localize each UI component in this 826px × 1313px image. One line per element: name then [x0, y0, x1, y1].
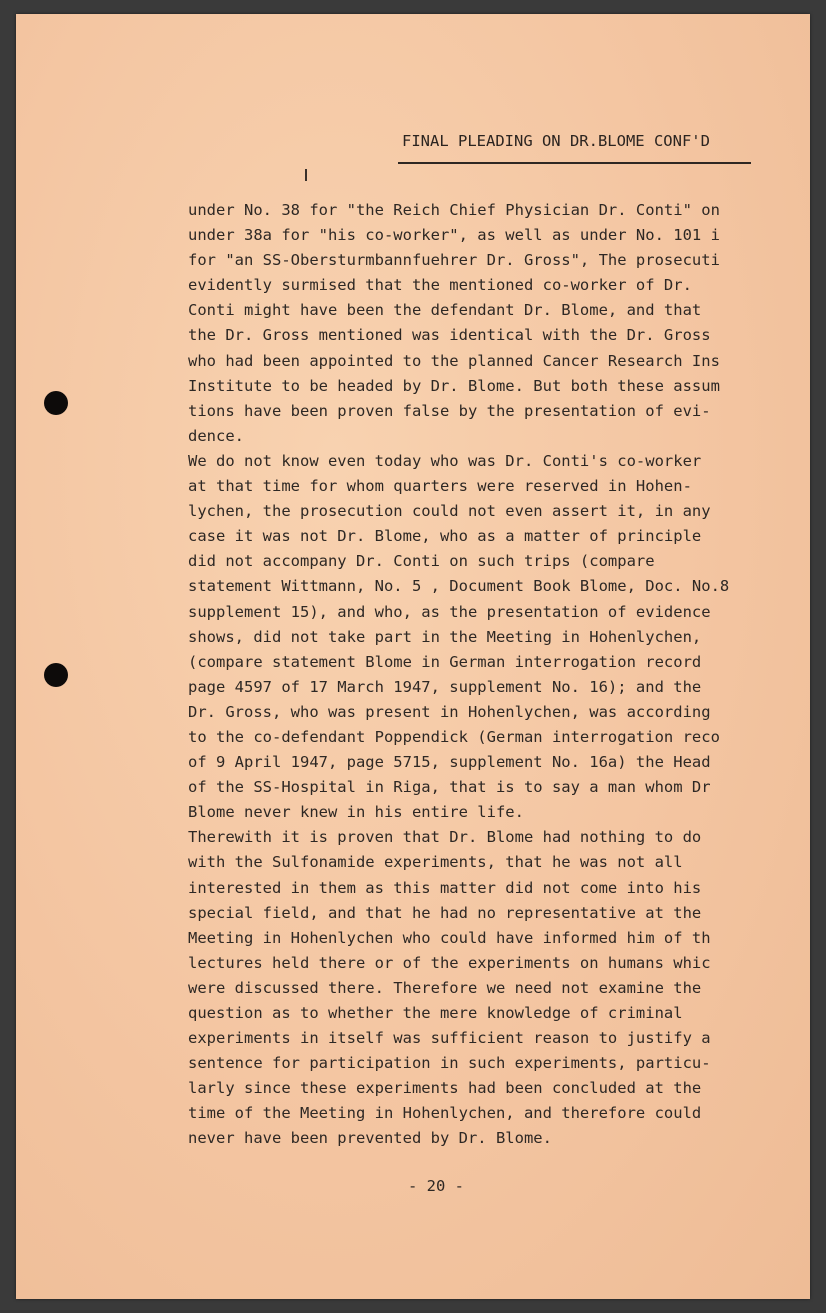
- text-line: under No. 38 for "the Reich Chief Physician Dr. Conti" on: [188, 201, 720, 219]
- text-line: Institute to be headed by Dr. Blome. But both these assum: [188, 376, 720, 395]
- text-line: larly since these experiments had been concluded at the: [188, 1079, 702, 1098]
- text-line: shows, did not take part in the Meeting in Hohenlychen,: [188, 627, 702, 646]
- text-line: of 9 April 1947, page 5715, supplement No. 16a) the Head: [188, 753, 711, 772]
- text-line: statement Wittmann, No. 5 , Document Book Blome, Doc. No.8: [188, 577, 730, 596]
- text-line: of the SS-Hospital in Riga, that is to say a man whom Dr: [188, 778, 711, 797]
- text-line: did not accompany Dr. Conti on such trips (compare: [188, 552, 655, 571]
- text-line: Therewith it is proven that Dr. Blome had nothing to do: [188, 828, 702, 847]
- text-line: supplement 15), and who, as the presentation of evidence: [188, 602, 711, 621]
- text-line: the Dr. Gross mentioned was identical with the Dr. Gross: [188, 326, 711, 345]
- text-line: question as to whether the mere knowledge of criminal: [188, 1004, 683, 1022]
- punch-hole: [44, 391, 68, 415]
- text-line: at that time for whom quarters were reserved in Hohen-: [188, 477, 692, 496]
- text-line: time of the Meeting in Hohenlychen, and therefore could: [188, 1104, 702, 1123]
- text-line: Conti might have been the defendant Dr. Blome, and that: [188, 301, 702, 320]
- text-line: interested in them as this matter did not come into his: [188, 878, 702, 897]
- text-line: We do not know even today who was Dr. Conti's co-worker: [188, 451, 702, 470]
- text-line: sentence for participation in such experiments, particu-: [188, 1054, 711, 1073]
- text-line: Blome never knew in his entire life.: [188, 803, 524, 822]
- text-line: to the co-defendant Poppendick (German interrogation reco: [188, 727, 720, 746]
- text-line: experiments in itself was sufficient reason to justify a: [188, 1029, 711, 1048]
- text-line: page 4597 of 17 March 1947, supplement No. 16); and the: [188, 677, 702, 696]
- page-header-title: FINAL PLEADING ON DR.BLOME CONF'D: [402, 132, 710, 150]
- text-line: lectures held there or of the experiments on humans whic: [188, 953, 711, 972]
- text-line: under 38a for "his co-worker", as well as under No. 101 i: [188, 226, 720, 245]
- text-line: case it was not Dr. Blome, who as a matter of principle: [188, 527, 702, 546]
- text-line: (compare statement Blome in German interrogation record: [188, 652, 702, 671]
- text-line: tions have been proven false by the presentation of evi-: [188, 401, 711, 420]
- pencil-mark: [305, 169, 307, 181]
- body-text: [188, 198, 764, 1152]
- text-line: who had been appointed to the planned Cancer Research Ins: [188, 351, 720, 370]
- text-line: dence.: [188, 426, 244, 445]
- punch-hole: [44, 663, 68, 687]
- header-underline: [398, 162, 751, 164]
- text-line: Meeting in Hohenlychen who could have informed him of th: [188, 928, 711, 947]
- page-number: - 20 -: [408, 1177, 464, 1195]
- text-line: Dr. Gross, who was present in Hohenlychen, was according: [188, 702, 711, 721]
- text-line: with the Sulfonamide experiments, that he was not all: [188, 853, 683, 872]
- text-line: special field, and that he had no representative at the: [188, 903, 702, 922]
- text-line: evidently surmised that the mentioned co-worker of Dr.: [188, 276, 692, 295]
- text-line: for "an SS-Obersturmbannfuehrer Dr. Gross", The prosecuti: [188, 251, 720, 270]
- text-line: lychen, the prosecution could not even assert it, in any: [188, 502, 711, 521]
- text-line: were discussed there. Therefore we need not examine the: [188, 978, 702, 997]
- text-line: never have been prevented by Dr. Blome.: [188, 1129, 552, 1148]
- document-page: [16, 14, 810, 1299]
